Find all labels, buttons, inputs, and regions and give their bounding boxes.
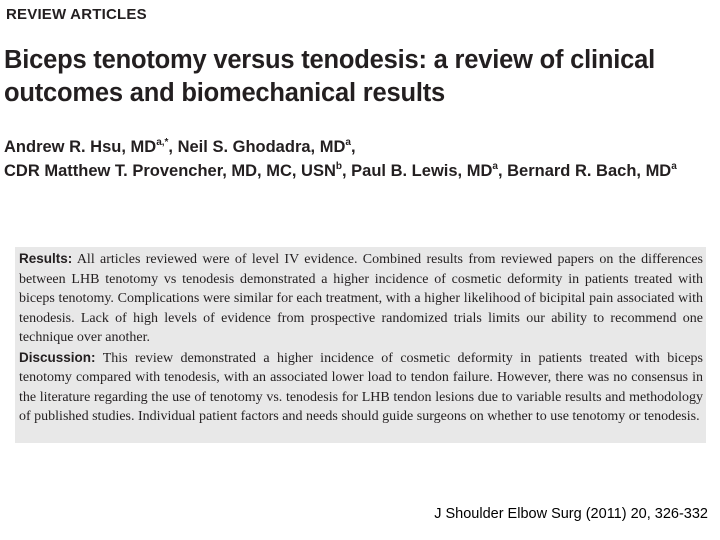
author-affiliation: a,* <box>156 137 169 148</box>
abstract-excerpt <box>15 247 706 443</box>
abstract-text <box>19 249 703 427</box>
section-label: REVIEW ARTICLES <box>6 6 147 23</box>
author-name: Paul B. Lewis, MD <box>351 162 493 180</box>
discussion-text: This review demonstrated a higher incidence of cosmetic deformity in patients treated with biceps tenotomy compared with tenodesis, with an associated lower load to tendon failure. However, there was no consensus in the literature regarding the use of tenotomy vs. tenodesis for LHB tendon lesions due to variable results and methodology of published studies. Individual patient factors and needs should guide surgeons on whether to use tenotomy or tenodesis. <box>19 350 703 424</box>
author-separator: , <box>342 162 352 180</box>
author-affiliation: a <box>492 161 498 172</box>
author-list <box>4 135 716 183</box>
author-separator: , <box>168 138 178 156</box>
author-name: Andrew R. Hsu, MD <box>4 138 157 156</box>
author-affiliation: a <box>345 137 351 148</box>
author-name: Bernard R. Bach, MD <box>507 162 672 180</box>
author-name: CDR Matthew T. Provencher, MD, MC, USN <box>4 162 336 180</box>
author-name: Neil S. Ghodadra, MD <box>177 138 346 156</box>
results-label: Results: <box>19 251 73 266</box>
author-affiliation: a <box>671 161 677 172</box>
citation: J Shoulder Elbow Surg (2011) 20, 326-332 <box>434 506 708 522</box>
results-text: All articles reviewed were of level IV evidence. Combined results from reviewed papers on the differences between LHB tenotomy vs tenodesis demonstrated a higher incidence of cosmetic deformity in patients treated with biceps tenotomy. Complications were similar for each treatment, with a higher likelihood of bicipital pain associated with tenodesis. Lack of high levels of evidence from prospective randomized trials limits our ability to recommend one technique over another. <box>19 252 703 345</box>
discussion-label: Discussion: <box>19 349 96 365</box>
author-separator: , <box>497 162 508 180</box>
author-separator: , <box>350 138 356 156</box>
author-affiliation: b <box>335 161 342 172</box>
article-title: Biceps tenotomy versus tenodesis: a review of clinical outcomes and biomechanical results <box>4 46 656 107</box>
